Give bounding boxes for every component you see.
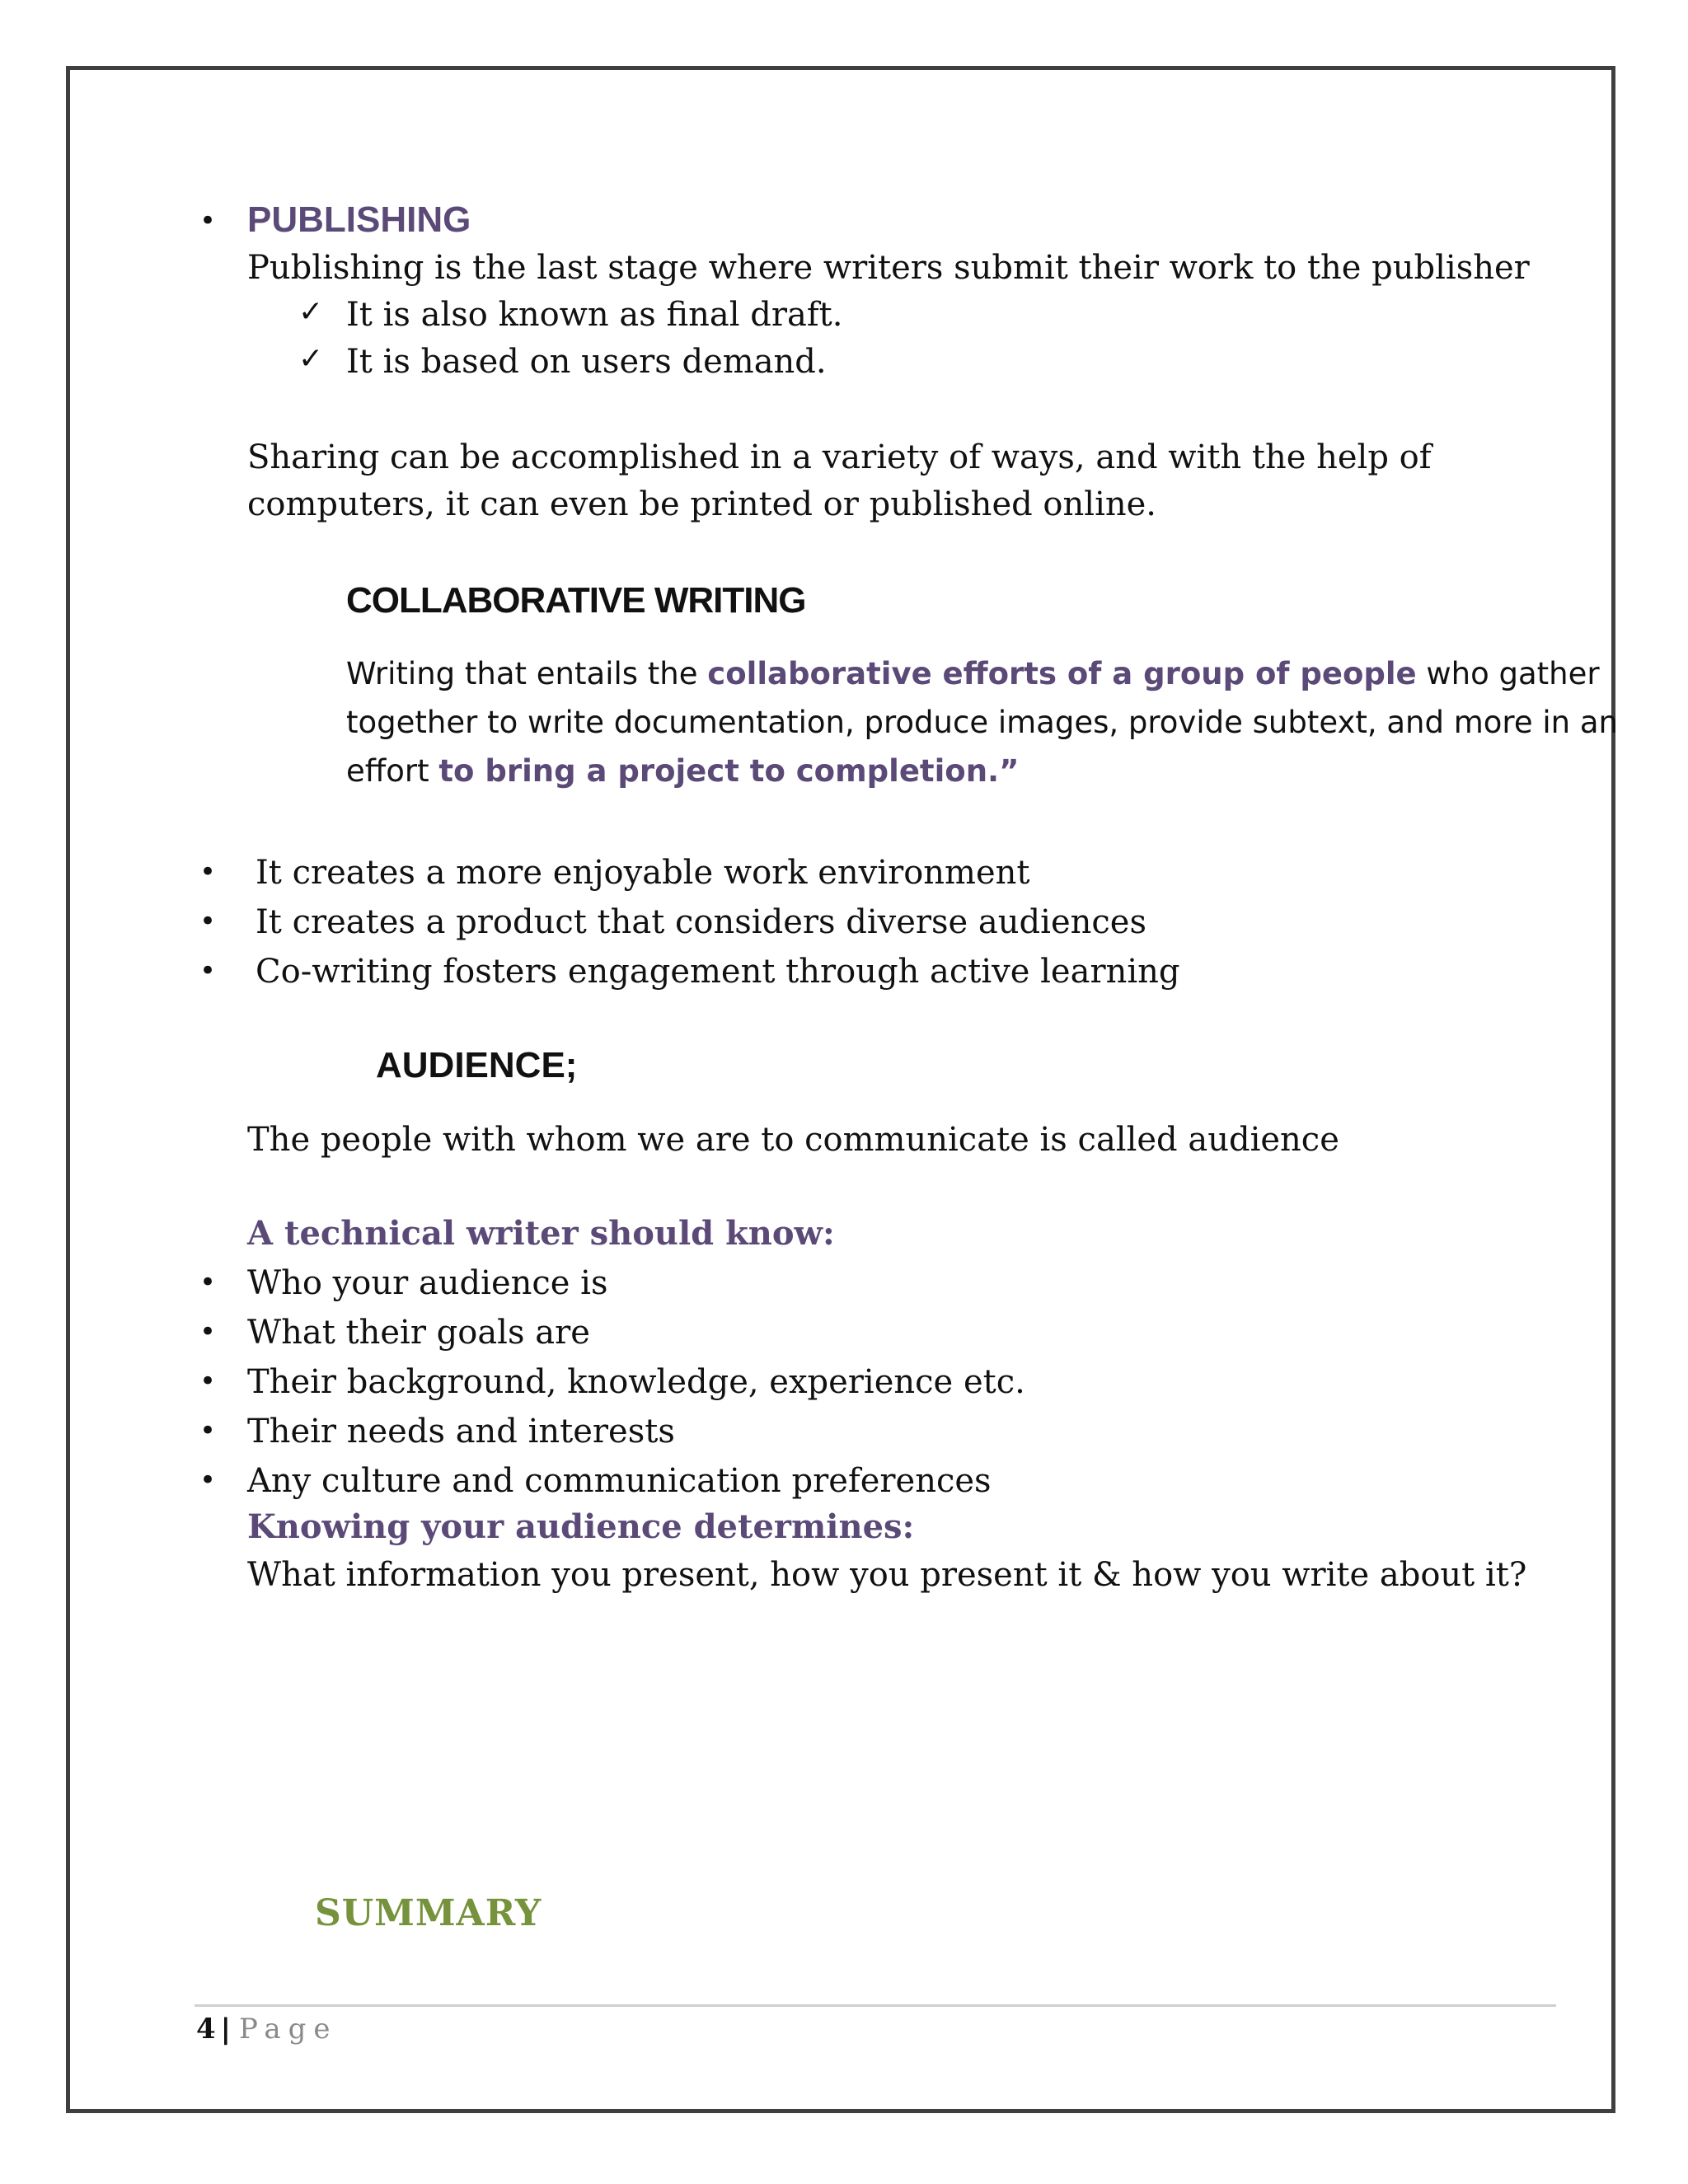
list-item: Their background, knowledge, experience etc. — [247, 1363, 1025, 1401]
list-item: Their needs and interests — [247, 1413, 675, 1451]
publishing-heading: PUBLISHING — [247, 199, 471, 240]
checkmark-icon: ✓ — [298, 342, 324, 376]
publishing-intro: Publishing is the last stage where writers submit their work to the publisher — [247, 249, 1530, 287]
bullet-icon: • — [199, 905, 217, 938]
audience-heading: AUDIENCE; — [376, 1045, 578, 1085]
know-heading: A technical writer should know: — [247, 1214, 835, 1253]
footer-separator: | — [220, 2013, 232, 2046]
bullet-icon: • — [199, 1414, 217, 1447]
definition-text: who gather together to write documentation, produce images, provide subtext, and more in an effort — [346, 656, 1618, 790]
list-item: Any culture and communication preferences — [247, 1462, 992, 1500]
audience-definition: The people with whom we are to communicate is called audience — [247, 1121, 1339, 1159]
collaborative-definition — [346, 649, 1665, 796]
check-item: It is based on users demand. — [346, 343, 827, 381]
bullet-icon: • — [199, 1464, 217, 1497]
page-number: 4 — [196, 2013, 216, 2046]
sharing-text-line1: Sharing can be accomplished in a variety of ways, and with the help of — [247, 438, 1432, 476]
highlight-text: collaborative efforts of a group of people — [707, 656, 1417, 691]
page-label: Page — [239, 2013, 338, 2046]
definition-text: Writing that entails the — [346, 656, 708, 691]
list-item: Co-writing fosters engagement through active learning — [256, 953, 1180, 991]
list-item: Who your audience is — [247, 1264, 608, 1302]
bullet-icon: • — [199, 1266, 217, 1299]
page-footer — [196, 2013, 338, 2046]
bullet-icon: • — [199, 1365, 217, 1398]
list-item: It creates a more enjoyable work environment — [256, 854, 1030, 892]
list-item: It creates a product that considers diverse audiences — [256, 903, 1146, 941]
highlight-text: to bring a project to completion.” — [438, 753, 1020, 790]
check-item: It is also known as final draft. — [346, 296, 843, 334]
determines-text: What information you present, how you present it & how you write about it? — [247, 1556, 1527, 1594]
summary-heading: SUMMARY — [315, 1892, 542, 1934]
checkmark-icon: ✓ — [298, 295, 324, 329]
list-item: What their goals are — [247, 1314, 590, 1352]
footer-divider — [195, 2004, 1556, 2007]
bullet-icon: • — [199, 855, 217, 888]
bullet-icon: • — [199, 204, 217, 237]
collaborative-heading: COLLABORATIVE WRITING — [346, 580, 806, 621]
bullet-icon: • — [199, 1315, 217, 1348]
bullet-icon: • — [199, 954, 217, 987]
sharing-text-line2: computers, it can even be printed or published online. — [247, 485, 1157, 523]
determines-heading: Knowing your audience determines: — [247, 1507, 915, 1546]
